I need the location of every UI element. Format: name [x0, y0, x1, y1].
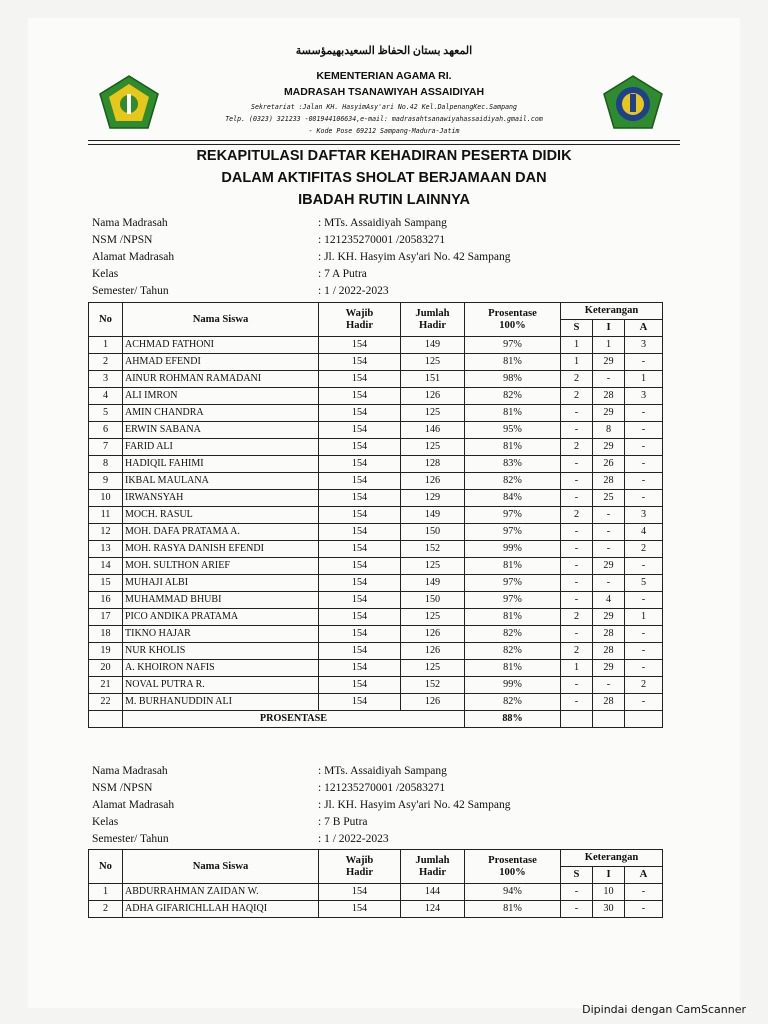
cell-sakit: - — [561, 694, 593, 711]
cell-prosentase: 81% — [465, 609, 561, 626]
value-madrasah-b: : MTs. Assaidiyah Sampang — [318, 765, 447, 777]
total-value: 88% — [465, 711, 561, 728]
cell-prosentase: 97% — [465, 524, 561, 541]
cell-wajib: 154 — [319, 439, 401, 456]
cell-nama: ACHMAD FATHONI — [123, 337, 319, 354]
cell-jumlah: 149 — [401, 337, 465, 354]
cell-izin: 28 — [593, 694, 625, 711]
cell-izin: - — [593, 507, 625, 524]
table-row — [89, 422, 663, 439]
cell-no: 18 — [89, 626, 123, 643]
cell-wajib: 154 — [319, 456, 401, 473]
header-a: A — [625, 320, 663, 337]
cell-jumlah: 126 — [401, 388, 465, 405]
cell-nama: MOH. SULTHON ARIEF — [123, 558, 319, 575]
table-row — [89, 558, 663, 575]
cell-alpha: - — [625, 456, 663, 473]
cell-sakit: 1 — [561, 660, 593, 677]
cell-jumlah: 125 — [401, 439, 465, 456]
cell-alpha: - — [625, 490, 663, 507]
cell-jumlah: 124 — [401, 901, 465, 918]
label-semester-b: Semester/ Tahun — [92, 833, 169, 845]
cell-sakit: 1 — [561, 337, 593, 354]
cell-izin: 8 — [593, 422, 625, 439]
cell-no: 11 — [89, 507, 123, 524]
value-madrasah: : MTs. Assaidiyah Sampang — [318, 217, 447, 229]
table-row — [89, 337, 663, 354]
label-madrasah: Nama Madrasah — [92, 217, 168, 229]
cell-no: 2 — [89, 901, 123, 918]
cell-izin: 29 — [593, 354, 625, 371]
cell-izin: - — [593, 575, 625, 592]
table-row — [89, 439, 663, 456]
cell-jumlah: 126 — [401, 643, 465, 660]
value-semester-b: : 1 / 2022-2023 — [318, 833, 389, 845]
table-row — [89, 643, 663, 660]
cell-wajib: 154 — [319, 337, 401, 354]
cell-wajib: 154 — [319, 524, 401, 541]
cell-nama: MOH. RASYA DANISH EFENDI — [123, 541, 319, 558]
cell-alpha: - — [625, 901, 663, 918]
header-s: S — [561, 320, 593, 337]
label-madrasah-b: Nama Madrasah — [92, 765, 168, 777]
cell-prosentase: 95% — [465, 422, 561, 439]
total-row — [89, 711, 663, 728]
cell-wajib: 154 — [319, 660, 401, 677]
cell-prosentase: 97% — [465, 592, 561, 609]
cell-sakit: - — [561, 541, 593, 558]
cell-izin: - — [593, 371, 625, 388]
cell-wajib: 154 — [319, 473, 401, 490]
cell-wajib: 154 — [319, 694, 401, 711]
arabic-school-name: المعهد بستان الحفاظ السعيدبهيمؤسسة — [295, 45, 473, 57]
cell-prosentase: 82% — [465, 626, 561, 643]
cell-izin: - — [593, 524, 625, 541]
header-jumlah: Jumlah Hadir — [401, 303, 465, 337]
cell-no: 1 — [89, 884, 123, 901]
cell-jumlah: 126 — [401, 473, 465, 490]
cell-wajib: 154 — [319, 643, 401, 660]
cell-izin: 4 — [593, 592, 625, 609]
cell-alpha: 1 — [625, 371, 663, 388]
address-line-1: Sekretariat :Jalan KH. HasyimAsy'ari No.42 Kel.DalpenangKec.Sampang — [251, 103, 517, 111]
cell-nama: MOCH. RASUL — [123, 507, 319, 524]
cell-wajib: 154 — [319, 354, 401, 371]
header-s-b: S — [561, 867, 593, 884]
header-prosentase: Prosentase 100% — [465, 303, 561, 337]
cell-sakit: 2 — [561, 371, 593, 388]
table-row — [89, 541, 663, 558]
cell-alpha: - — [625, 558, 663, 575]
cell-no: 5 — [89, 405, 123, 422]
table-row — [89, 456, 663, 473]
cell-jumlah: 152 — [401, 677, 465, 694]
cell-alpha: - — [625, 694, 663, 711]
cell-nama: ABDURRAHMAN ZAIDAN W. — [123, 884, 319, 901]
cell-nama: A. KHOIRON NAFIS — [123, 660, 319, 677]
cell-no: 8 — [89, 456, 123, 473]
table-row — [89, 354, 663, 371]
cell-no: 16 — [89, 592, 123, 609]
cell-jumlah: 125 — [401, 609, 465, 626]
cell-prosentase: 98% — [465, 371, 561, 388]
label-semester: Semester/ Tahun — [92, 285, 169, 297]
cell-izin: 28 — [593, 388, 625, 405]
attendance-table-7b — [88, 849, 663, 918]
cell-izin: - — [593, 541, 625, 558]
cell-alpha: 1 — [625, 609, 663, 626]
cell-sakit: - — [561, 405, 593, 422]
cell-sakit: - — [561, 884, 593, 901]
cell-alpha: - — [625, 592, 663, 609]
value-kelas: : 7 A Putra — [318, 268, 367, 280]
cell-sakit: 2 — [561, 388, 593, 405]
cell-nama: AMIN CHANDRA — [123, 405, 319, 422]
cell-alpha: - — [625, 473, 663, 490]
cell-jumlah: 149 — [401, 575, 465, 592]
cell-nama: TIKNO HAJAR — [123, 626, 319, 643]
cell-nama: NUR KHOLIS — [123, 643, 319, 660]
label-alamat-b: Alamat Madrasah — [92, 799, 175, 811]
cell-izin: 10 — [593, 884, 625, 901]
cell-no: 7 — [89, 439, 123, 456]
title-line-1: REKAPITULASI DAFTAR KEHADIRAN PESERTA DIDIK — [196, 148, 572, 164]
label-nsm-b: NSM /NPSN — [92, 782, 153, 794]
title-line-2: DALAM AKTIFITAS SHOLAT BERJAMAAN DAN — [221, 170, 547, 186]
header-wajib-b: Wajib Hadir — [319, 850, 401, 884]
cell-prosentase: 97% — [465, 337, 561, 354]
value-nsm: : 121235270001 /20583271 — [318, 234, 446, 246]
cell-prosentase: 97% — [465, 575, 561, 592]
cell-izin: 28 — [593, 626, 625, 643]
table-row — [89, 524, 663, 541]
cell-no: 20 — [89, 660, 123, 677]
cell-jumlah: 125 — [401, 660, 465, 677]
cell-sakit: - — [561, 901, 593, 918]
cell-sakit: 2 — [561, 439, 593, 456]
table-row — [89, 884, 663, 901]
cell-sakit: - — [561, 558, 593, 575]
table-row — [89, 660, 663, 677]
cell-no: 17 — [89, 609, 123, 626]
cell-nama: M. BURHANUDDIN ALI — [123, 694, 319, 711]
cell-sakit: - — [561, 422, 593, 439]
cell-izin: 29 — [593, 609, 625, 626]
cell-jumlah: 144 — [401, 884, 465, 901]
title-line-3: IBADAH RUTIN LAINNYA — [298, 192, 470, 208]
cell-prosentase: 84% — [465, 490, 561, 507]
attendance-table-7a — [88, 302, 663, 728]
label-alamat: Alamat Madrasah — [92, 251, 175, 263]
cell-sakit: - — [561, 456, 593, 473]
header-jumlah-b: Jumlah Hadir — [401, 850, 465, 884]
cell-nama: PICO ANDIKA PRATAMA — [123, 609, 319, 626]
table-row — [89, 473, 663, 490]
cell-jumlah: 125 — [401, 354, 465, 371]
cell-alpha: - — [625, 884, 663, 901]
cell-alpha: - — [625, 422, 663, 439]
address-line-3: - Kode Pose 69212 Sampang-Madura-Jatim — [308, 127, 460, 135]
cell-alpha: - — [625, 439, 663, 456]
value-kelas-b: : 7 B Putra — [318, 816, 368, 828]
madrasah-emblem-icon — [600, 74, 666, 130]
cell-prosentase: 82% — [465, 473, 561, 490]
cell-jumlah: 151 — [401, 371, 465, 388]
cell-izin: 1 — [593, 337, 625, 354]
cell-izin: 29 — [593, 660, 625, 677]
cell-sakit: - — [561, 490, 593, 507]
cell-izin: 29 — [593, 558, 625, 575]
cell-prosentase: 99% — [465, 677, 561, 694]
table-row — [89, 626, 663, 643]
cell-izin: 28 — [593, 643, 625, 660]
cell-alpha: - — [625, 354, 663, 371]
cell-jumlah: 149 — [401, 507, 465, 524]
header-i: I — [593, 320, 625, 337]
table-row — [89, 490, 663, 507]
cell-jumlah: 126 — [401, 694, 465, 711]
cell-wajib: 154 — [319, 558, 401, 575]
cell-wajib: 154 — [319, 371, 401, 388]
cell-no: 10 — [89, 490, 123, 507]
cell-nama: ERWIN SABANA — [123, 422, 319, 439]
value-alamat-b: : Jl. KH. Hasyim Asy'ari No. 42 Sampang — [318, 799, 511, 811]
cell-alpha: - — [625, 660, 663, 677]
header-prosentase-b: Prosentase 100% — [465, 850, 561, 884]
scanner-watermark: Dipindai dengan CamScanner — [582, 1003, 746, 1016]
cell-izin: 29 — [593, 439, 625, 456]
cell-alpha: - — [625, 626, 663, 643]
cell-prosentase: 81% — [465, 405, 561, 422]
cell-jumlah: 150 — [401, 524, 465, 541]
cell-prosentase: 81% — [465, 558, 561, 575]
cell-alpha: 4 — [625, 524, 663, 541]
table-row — [89, 405, 663, 422]
cell-sakit: - — [561, 473, 593, 490]
header-a-b: A — [625, 867, 663, 884]
cell-sakit: 2 — [561, 609, 593, 626]
cell-jumlah: 129 — [401, 490, 465, 507]
cell-sakit: - — [561, 524, 593, 541]
cell-no: 12 — [89, 524, 123, 541]
cell-no: 2 — [89, 354, 123, 371]
value-nsm-b: : 121235270001 /20583271 — [318, 782, 446, 794]
cell-no: 19 — [89, 643, 123, 660]
header-keterangan-b: Keterangan — [561, 850, 663, 867]
cell-jumlah: 125 — [401, 558, 465, 575]
cell-no: 4 — [89, 388, 123, 405]
cell-izin: - — [593, 677, 625, 694]
cell-nama: AHMAD EFENDI — [123, 354, 319, 371]
table-row — [89, 507, 663, 524]
cell-no: 14 — [89, 558, 123, 575]
cell-prosentase: 97% — [465, 507, 561, 524]
cell-izin: 28 — [593, 473, 625, 490]
kemenag-emblem-icon — [96, 74, 162, 130]
cell-wajib: 154 — [319, 388, 401, 405]
cell-prosentase: 82% — [465, 694, 561, 711]
cell-no: 13 — [89, 541, 123, 558]
cell-no: 6 — [89, 422, 123, 439]
table-row — [89, 575, 663, 592]
letterhead-divider — [88, 140, 680, 141]
cell-jumlah: 128 — [401, 456, 465, 473]
header-no-b: No — [89, 850, 123, 884]
cell-nama: ADHA GIFARICHLLAH HAQIQI — [123, 901, 319, 918]
cell-alpha: 3 — [625, 337, 663, 354]
cell-nama: AINUR ROHMAN RAMADANI — [123, 371, 319, 388]
cell-izin: 29 — [593, 405, 625, 422]
cell-nama: MOH. DAFA PRATAMA A. — [123, 524, 319, 541]
cell-wajib: 154 — [319, 626, 401, 643]
table-row — [89, 371, 663, 388]
cell-wajib: 154 — [319, 507, 401, 524]
cell-sakit: - — [561, 575, 593, 592]
cell-alpha: 3 — [625, 507, 663, 524]
cell-alpha: 2 — [625, 677, 663, 694]
cell-nama: MUHAMMAD BHUBI — [123, 592, 319, 609]
letterhead-divider-thin — [88, 144, 680, 145]
cell-sakit: - — [561, 592, 593, 609]
cell-alpha: 5 — [625, 575, 663, 592]
cell-nama: HADIQIL FAHIMI — [123, 456, 319, 473]
cell-izin: 30 — [593, 901, 625, 918]
cell-alpha: - — [625, 643, 663, 660]
cell-prosentase: 83% — [465, 456, 561, 473]
cell-nama: MUHAJI ALBI — [123, 575, 319, 592]
cell-no: 21 — [89, 677, 123, 694]
cell-sakit: 1 — [561, 354, 593, 371]
cell-alpha: - — [625, 405, 663, 422]
cell-prosentase: 99% — [465, 541, 561, 558]
school-name: MADRASAH TSANAWIYAH ASSAIDIYAH — [283, 86, 485, 98]
cell-jumlah: 146 — [401, 422, 465, 439]
table-row — [89, 694, 663, 711]
cell-prosentase: 81% — [465, 354, 561, 371]
cell-sakit: 2 — [561, 507, 593, 524]
cell-wajib: 154 — [319, 901, 401, 918]
cell-alpha: 2 — [625, 541, 663, 558]
cell-prosentase: 81% — [465, 901, 561, 918]
cell-jumlah: 150 — [401, 592, 465, 609]
cell-nama: IKBAL MAULANA — [123, 473, 319, 490]
cell-jumlah: 125 — [401, 405, 465, 422]
cell-jumlah: 152 — [401, 541, 465, 558]
ministry-name: KEMENTERIAN AGAMA RI. — [316, 70, 452, 82]
cell-izin: 25 — [593, 490, 625, 507]
cell-alpha: 3 — [625, 388, 663, 405]
address-line-2: Telp. (0323) 321233 -081944106634,e-mail: madrasahtsanawiyahassaidiyah.gmail.com — [225, 115, 543, 123]
cell-no: 22 — [89, 694, 123, 711]
cell-nama: IRWANSYAH — [123, 490, 319, 507]
cell-wajib: 154 — [319, 592, 401, 609]
header-nama: Nama Siswa — [123, 303, 319, 337]
cell-wajib: 154 — [319, 677, 401, 694]
cell-no: 15 — [89, 575, 123, 592]
cell-izin: 26 — [593, 456, 625, 473]
cell-wajib: 154 — [319, 405, 401, 422]
table-row — [89, 388, 663, 405]
cell-prosentase: 81% — [465, 439, 561, 456]
header-wajib: Wajib Hadir — [319, 303, 401, 337]
header-i-b: I — [593, 867, 625, 884]
cell-sakit: - — [561, 626, 593, 643]
label-nsm: NSM /NPSN — [92, 234, 153, 246]
cell-prosentase: 82% — [465, 388, 561, 405]
total-label: PROSENTASE — [123, 711, 465, 728]
label-kelas-b: Kelas — [92, 816, 119, 828]
cell-wajib: 154 — [319, 541, 401, 558]
value-alamat: : Jl. KH. Hasyim Asy'ari No. 42 Sampang — [318, 251, 511, 263]
table-row — [89, 609, 663, 626]
header-keterangan: Keterangan — [561, 303, 663, 320]
cell-nama: NOVAL PUTRA R. — [123, 677, 319, 694]
cell-wajib: 154 — [319, 575, 401, 592]
cell-nama: ALI IMRON — [123, 388, 319, 405]
table-row — [89, 592, 663, 609]
cell-prosentase: 81% — [465, 660, 561, 677]
cell-prosentase: 82% — [465, 643, 561, 660]
cell-sakit: - — [561, 677, 593, 694]
cell-jumlah: 126 — [401, 626, 465, 643]
table-row — [89, 901, 663, 918]
label-kelas: Kelas — [92, 268, 119, 280]
cell-no: 9 — [89, 473, 123, 490]
header-nama-b: Nama Siswa — [123, 850, 319, 884]
cell-wajib: 154 — [319, 422, 401, 439]
cell-nama: FARID ALI — [123, 439, 319, 456]
cell-wajib: 154 — [319, 609, 401, 626]
table-row — [89, 677, 663, 694]
cell-prosentase: 94% — [465, 884, 561, 901]
header-no: No — [89, 303, 123, 337]
value-semester: : 1 / 2022-2023 — [318, 285, 389, 297]
cell-sakit: 2 — [561, 643, 593, 660]
cell-wajib: 154 — [319, 490, 401, 507]
cell-no: 1 — [89, 337, 123, 354]
cell-no: 3 — [89, 371, 123, 388]
cell-wajib: 154 — [319, 884, 401, 901]
